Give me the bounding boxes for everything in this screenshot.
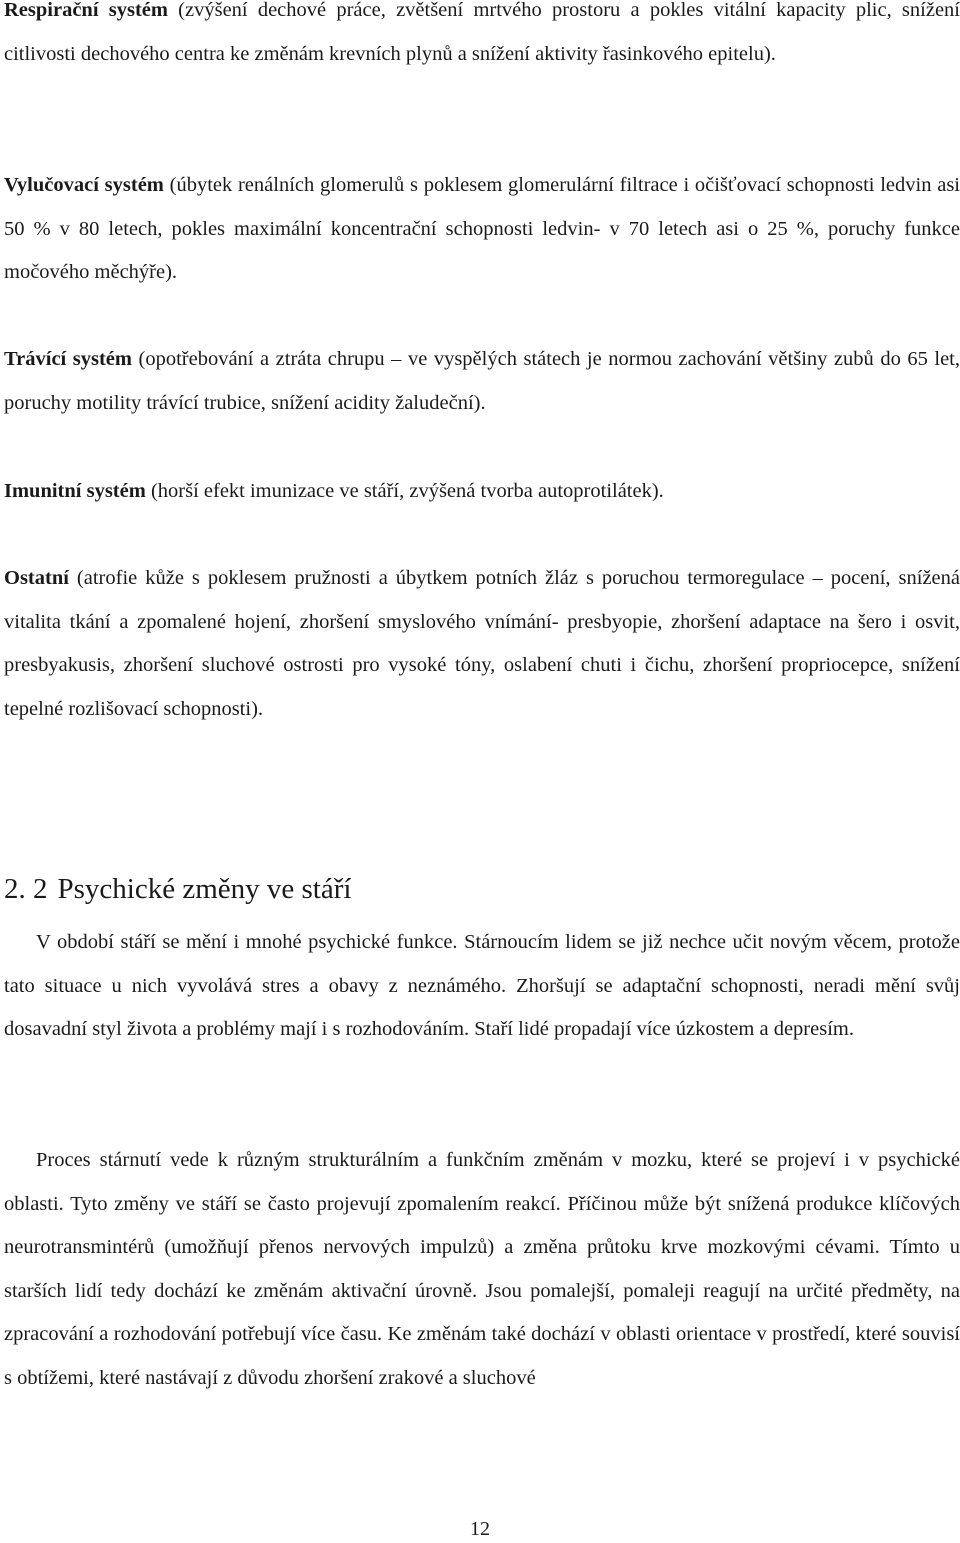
paragraph-text: (horší efekt imunizace ve stáří, zvýšená tvorba autoprotilátek). (145, 480, 664, 502)
paragraph-text: (opotřebování a ztráta chrupu – ve vyspělých státech je normou zachování většiny zubů do 65 let, poruchy motility trávící trubice, snížení acidity žaludeční). (4, 348, 960, 414)
section-title: Psychické změny ve stáří (57, 873, 352, 905)
term-excretory-system: Vylučovací systém (4, 174, 164, 196)
paragraph-text: (atrofie kůže s poklesem pružnosti a úbytkem potních žláz s poruchou termoregulace – pocení, snížená vitalita tkání a zpomalené hojení, zhoršení smyslového vnímání- presbyopie, zhoršení adaptace na šero i osvit, presbyakusis, zhoršení sluchové ostrosti pro vysoké tóny, oslabení chuti i čichu, zhoršení propriocepce, snížení tepelné rozlišovací schopnosti). (4, 567, 960, 720)
body-paragraph-psychic-functions (4, 921, 960, 1052)
paragraph-text: (úbytek renálních glomerulů s poklesem glomerulární filtrace i očišťovací schopnosti ledvin asi 50 % v 80 letech, pokles maximální koncentrační schopnosti ledvin- v 70 letech asi o 25 %, poruchy funkce močového měchýře). (4, 174, 960, 283)
term-other: Ostatní (4, 567, 69, 589)
paragraph-text: (zvýšení dechové práce, zvětšení mrtvého prostoru a pokles vitální kapacity plic, snížení citlivosti dechového centra ke změnám krevních plynů a snížení aktivity řasinkového epitelu). (4, 0, 960, 65)
term-immune-system: Imunitní systém (4, 480, 146, 502)
section-number: 2. 2 (4, 873, 48, 905)
paragraph-excretory-system (4, 164, 960, 295)
paragraph-text: Proces stárnutí vede k různým strukturálním a funkčním změnám v mozku, které se projeví i v psychické oblasti. Tyto změny ve stáří se často projevují zpomalením reakcí. Příčinou může být snížená produkce klíčových neurotransmintérů (umožňují přenos nervových impulzů) a změna průtoku krve mozkovými cévami. Tímto u starších lidí tedy dochází ke změnám aktivační úrovně. Jsou pomalejší, pomaleji reagují na určité předměty, na zpracování a rozhodování potřebují více času. Ke změnám také dochází v oblasti orientace v prostředí, které souvisí s obtížemi, které nastávají z důvodu zhoršení zrakové a sluchové (4, 1149, 960, 1389)
paragraph-text: V období stáří se mění i mnohé psychické funkce. Stárnoucím lidem se již nechce učit novým věcem, protože tato situace u nich vyvolává stres a obavy z neznámého. Zhoršují se adaptační schopnosti, neradi mění svůj dosavadní styl života a problémy mají i s rozhodováním. Staří lidé propadají více úzkostem a depresím. (4, 931, 960, 1040)
term-digestive-system: Trávící systém (4, 348, 132, 370)
paragraph-respiratory-system (4, 0, 960, 76)
paragraph-other (4, 557, 960, 731)
paragraph-immune-system (4, 470, 960, 514)
body-paragraph-aging-process (4, 1139, 960, 1400)
section-heading (4, 864, 351, 914)
paragraph-digestive-system (4, 338, 960, 425)
term-respiratory-system: Respirační systém (4, 0, 168, 21)
page-number: 12 (470, 1518, 490, 1540)
